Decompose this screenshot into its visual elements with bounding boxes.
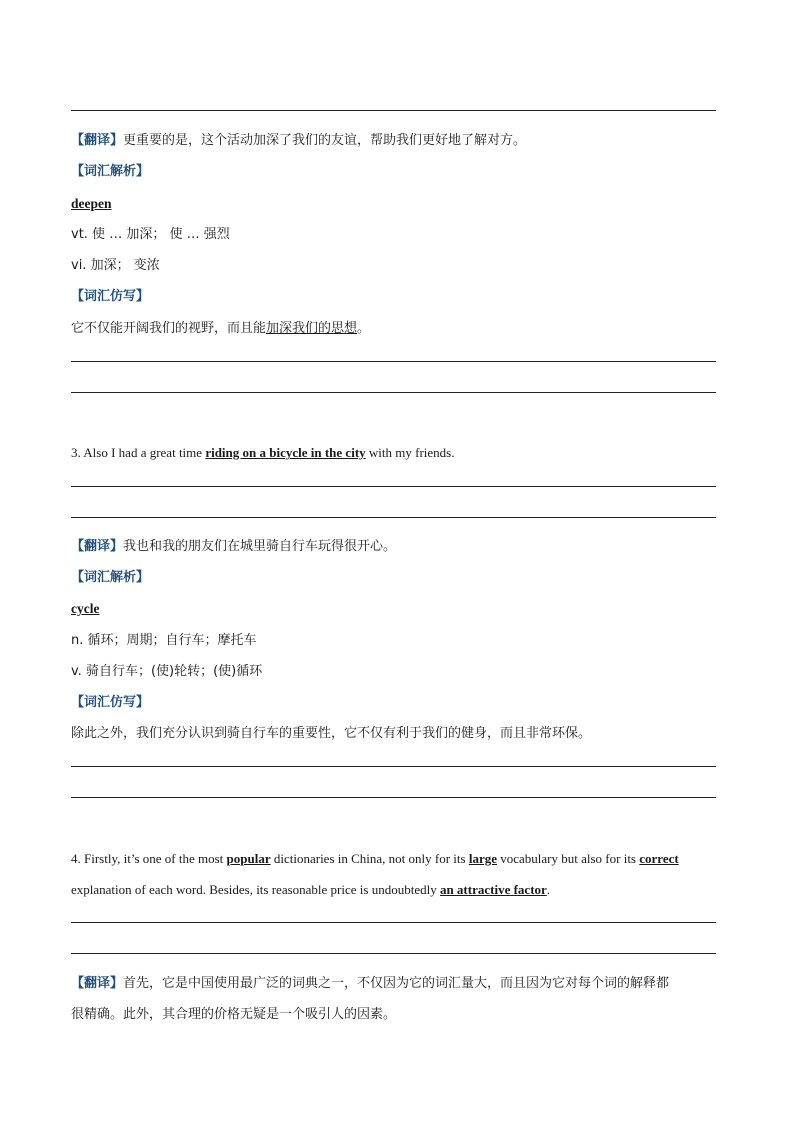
vocab-imitate-tag: 【词汇仿写】 <box>71 289 150 304</box>
vocab-word: deepen <box>71 196 112 211</box>
translation-text: 首先，它是中国使用最广泛的词典之一，不仅因为它的词汇量大，而且因为它对每个词的解释都 <box>123 976 670 991</box>
answer-line <box>71 110 716 111</box>
sentence-line <box>71 881 734 899</box>
imitate-tag-line <box>71 694 734 712</box>
imitate-line <box>71 320 734 338</box>
answer-line <box>71 766 716 767</box>
translation-text: 我也和我的朋友们在城里骑自行车玩得很开心。 <box>123 539 397 554</box>
sentence-text: vocabulary but also for its <box>497 851 640 866</box>
vocab-tag-line <box>71 569 734 587</box>
sentence-text-end: with my friends. <box>365 445 455 460</box>
answer-line <box>71 517 716 518</box>
translation-tag: 【翻译】 <box>71 133 124 148</box>
vocab-analysis-tag: 【词汇解析】 <box>71 570 150 585</box>
sentence-text: 4. Firstly, it’s one of the most <box>71 851 227 866</box>
translation-text: 更重要的是，这个活动加深了我们的友谊，帮助我们更好地了解对方。 <box>123 133 527 148</box>
answer-line <box>71 922 716 923</box>
translation-line <box>71 132 734 150</box>
vocab-word-line <box>71 195 734 214</box>
translation-tag: 【翻译】 <box>71 976 124 991</box>
imitate-text: 它不仅能开阔我们的视野，而且能 <box>71 321 267 336</box>
sentence-highlight: riding on a bicycle in the city <box>205 445 366 460</box>
imitate-tag-line <box>71 288 734 306</box>
vocab-tag-line <box>71 163 734 181</box>
sentence-text: dictionaries in China, not only for its <box>270 851 469 866</box>
answer-line <box>71 392 716 393</box>
sentence-text-end: . <box>546 882 551 897</box>
vocab-imitate-tag: 【词汇仿写】 <box>71 695 150 710</box>
imitate-line <box>71 725 734 743</box>
vocab-word-line <box>71 600 734 619</box>
sentence-highlight: an attractive factor <box>439 882 547 897</box>
translation-line <box>71 1006 734 1024</box>
imitate-highlight: 加深我们的思想 <box>266 321 358 336</box>
sentence-highlight: correct <box>639 851 679 866</box>
definition-text: vi. 加深； 变浓 <box>71 258 160 273</box>
definition-line <box>71 663 734 681</box>
sentence-line <box>71 850 724 868</box>
sentence-text: explanation of each word. Besides, its reasonable price is undoubtedly <box>71 882 440 897</box>
translation-tag: 【翻译】 <box>71 539 124 554</box>
definition-text: v. 骑自行车；(使)轮转；(使)循环 <box>71 664 263 679</box>
answer-line <box>71 953 716 954</box>
definition-line <box>71 632 734 650</box>
vocab-analysis-tag: 【词汇解析】 <box>71 164 150 179</box>
answer-line <box>71 797 716 798</box>
imitate-text: 除此之外，我们充分认识到骑自行车的重要性，它不仅有利于我们的健身，而且非常环保。 <box>71 726 592 741</box>
definition-text: n. 循环；周期；自行车；摩托车 <box>71 633 257 648</box>
answer-line <box>71 486 716 487</box>
translation-line <box>71 975 734 993</box>
sentence-highlight: large <box>468 851 497 866</box>
definition-line <box>71 257 734 275</box>
imitate-text-end: 。 <box>357 321 371 336</box>
translation-text: 很精确。此外，其合理的价格无疑是一个吸引人的因素。 <box>71 1007 397 1022</box>
definition-line <box>71 226 734 244</box>
sentence-highlight: popular <box>226 851 271 866</box>
definition-text: vt. 使 … 加深； 使 … 强烈 <box>71 227 230 242</box>
vocab-word: cycle <box>71 601 100 616</box>
sentence-text: 3. Also I had a great time <box>71 445 206 460</box>
sentence-line <box>71 444 734 462</box>
answer-line <box>71 361 716 362</box>
translation-line <box>71 538 734 556</box>
